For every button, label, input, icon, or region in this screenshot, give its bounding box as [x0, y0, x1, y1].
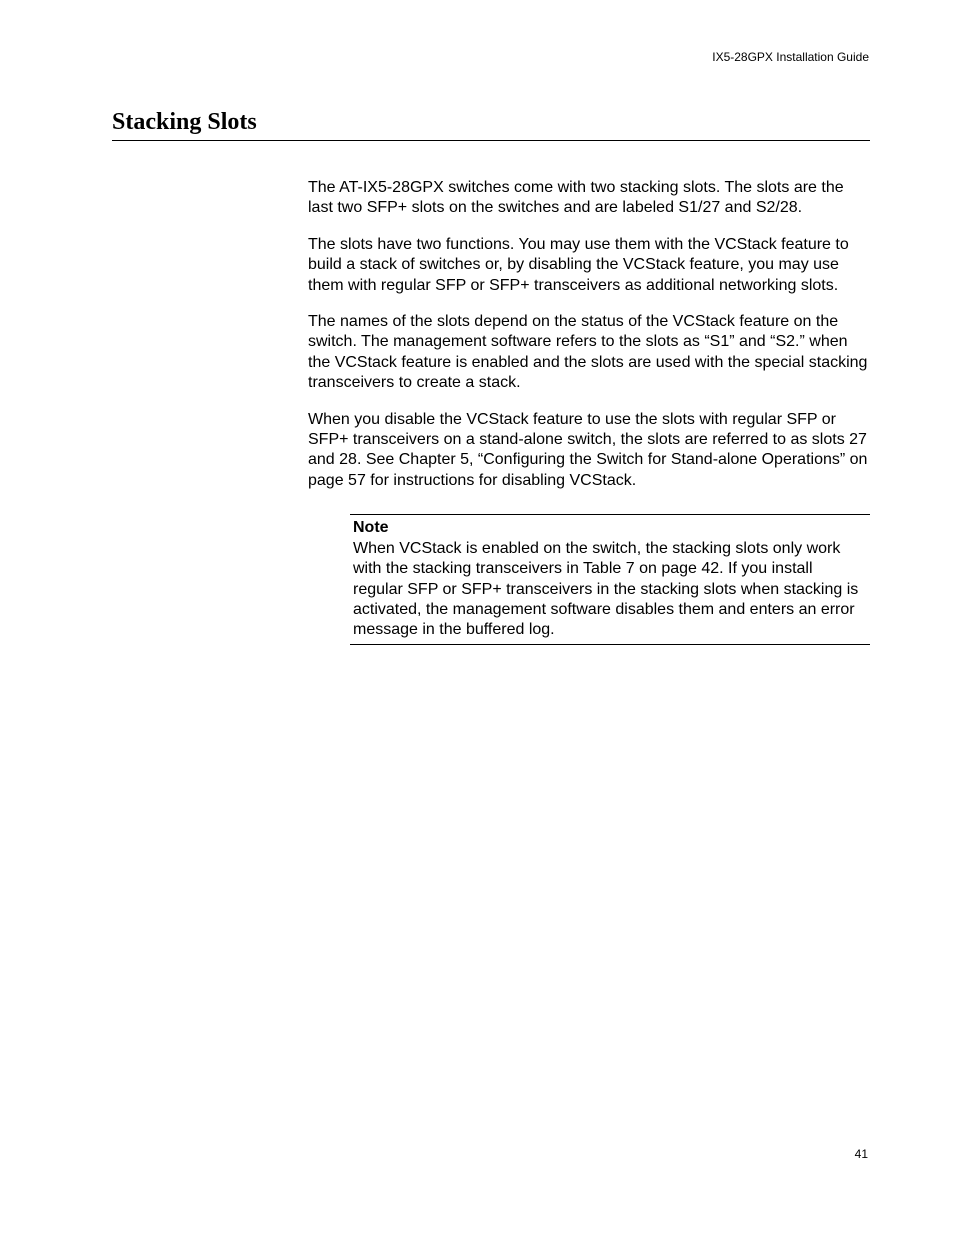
paragraph-stacking-slots-intro: The AT-IX5-28GPX switches come with two stacking slots. The slots are the last two SFP+ slots on the switches and are labeled S1/27 and S2/28. [308, 179, 844, 217]
running-header: IX5-28GPX Installation Guide [712, 50, 869, 64]
paragraph-disable-vcstack: When you disable the VCStack feature to use the slots with regular SFP or SFP+ transceivers on a stand-alone switch, the slots are referred to as slots 27 and 28. See Chapter 5, “Configuring the Switch for Stand-alone Operations” on page 57 for instructions for disabling VCStack. [308, 410, 868, 489]
note-box [350, 514, 870, 644]
paragraph-slot-names: The names of the slots depend on the status of the VCStack feature on the switch. The management software refers to the slots as “S1” and “S2.” when the VCStack feature is enabled and the slots are used with the special stacking transceivers to create a stack. [308, 313, 868, 392]
note-text: When VCStack is enabled on the switch, the stacking slots only work with the stacking transceivers in Table 7 on page 42. If you install regular SFP or SFP+ transceivers in the stacking slots when stacking is activated, the management software disables them and enters an error message in the buffered log. [353, 539, 859, 639]
body-column [308, 178, 870, 645]
paragraph-slot-functions: The slots have two functions. You may use them with the VCStack feature to build a stack of switches or, by disabling the VCStack feature, you may use them with regular SFP or SFP+ transceivers as additional networking slots. [308, 235, 849, 294]
page-number: 41 [854, 1147, 868, 1161]
title-rule [112, 140, 870, 141]
note-label: Note [353, 519, 389, 537]
section-title: Stacking Slots [112, 109, 257, 135]
